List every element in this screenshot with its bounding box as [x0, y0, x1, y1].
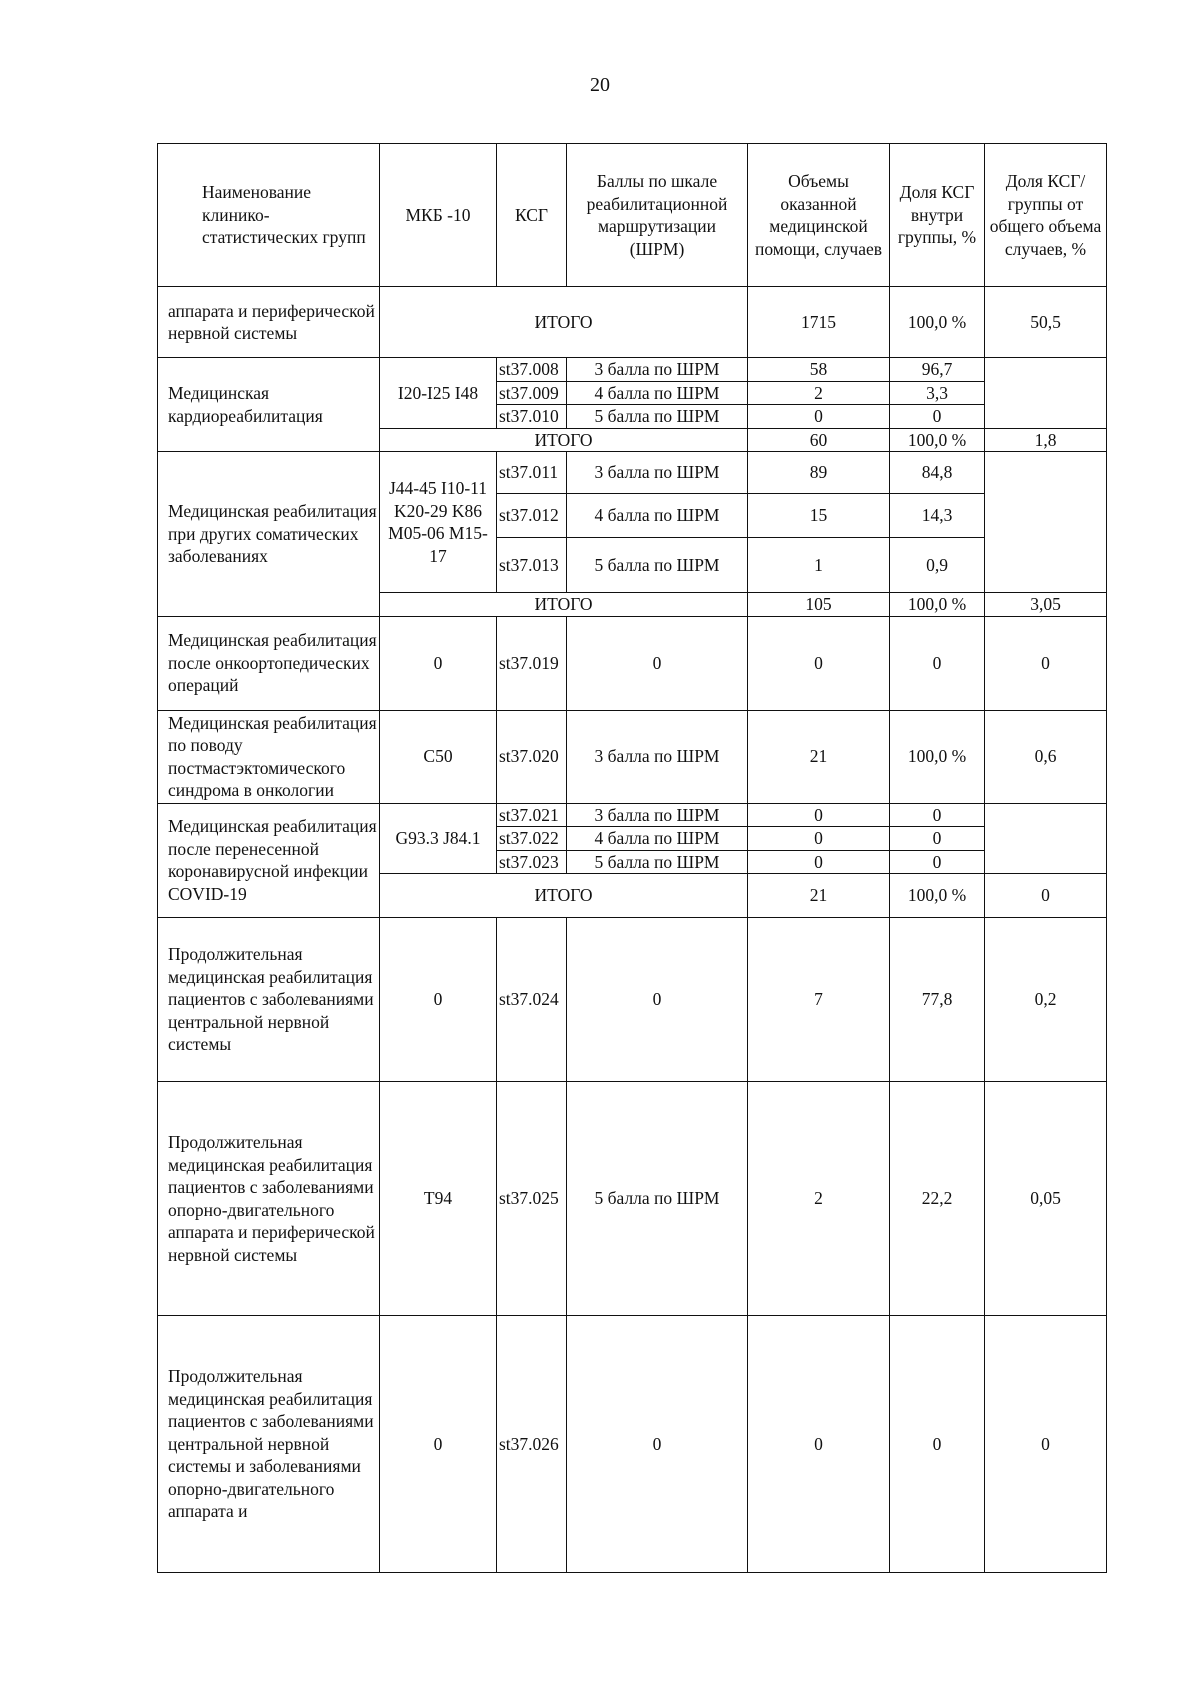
share-in-cell: 0	[890, 850, 985, 874]
share-in-cell: 0	[890, 827, 985, 851]
rehab-volume-table	[157, 143, 1107, 1573]
table-row	[158, 918, 1107, 1082]
ksg-cell: st37.025	[497, 1082, 567, 1316]
balls-cell: 5 балла по ШРМ	[567, 850, 748, 874]
volume-cell: 0	[748, 850, 890, 874]
share-in-cell: 96,7	[890, 358, 985, 382]
ksg-cell: st37.026	[497, 1316, 567, 1573]
group-name: Медицинская реабилитация при других соматических заболеваниях	[158, 452, 380, 617]
share-in-cell: 0,9	[890, 538, 985, 593]
balls-cell: 5 балла по ШРМ	[567, 538, 748, 593]
ksg-cell: st37.012	[497, 494, 567, 538]
volume-cell: 2	[748, 1082, 890, 1316]
share-total-cell: 0,2	[985, 918, 1107, 1082]
header-mkb: МКБ -10	[380, 144, 497, 287]
balls-cell: 0	[567, 918, 748, 1082]
volume-cell: 89	[748, 452, 890, 494]
share-in-cell: 0	[890, 405, 985, 429]
balls-cell: 4 балла по ШРМ	[567, 381, 748, 405]
share-total-cell: 0,05	[985, 1082, 1107, 1316]
volume-cell: 0	[748, 616, 890, 710]
mkb-cell: 0	[380, 918, 497, 1082]
header-share-total: Доля КСГ/ группы от общего объема случаев, %	[985, 144, 1107, 287]
header-name: Наименование клинико-статистических групп	[158, 144, 380, 287]
ksg-cell: st37.023	[497, 850, 567, 874]
share-in-cell: 100,0 %	[890, 428, 985, 452]
share-total-cell: 0,6	[985, 710, 1107, 803]
share-total-cell: 0	[985, 616, 1107, 710]
share-in-cell: 100,0 %	[890, 593, 985, 617]
volume-cell: 60	[748, 428, 890, 452]
table-row	[158, 1316, 1107, 1573]
table-row	[158, 616, 1107, 710]
table-row	[158, 803, 1107, 827]
balls-cell: 3 балла по ШРМ	[567, 710, 748, 803]
volume-cell: 1715	[748, 287, 890, 358]
ksg-cell: st37.021	[497, 803, 567, 827]
ksg-cell: st37.009	[497, 381, 567, 405]
page-number: 20	[590, 74, 610, 96]
ksg-cell: st37.013	[497, 538, 567, 593]
itogo-label: ИТОГО	[380, 874, 748, 918]
group-name: Медицинская реабилитация по поводу постмастэктомического синдрома в онкологии	[158, 710, 380, 803]
balls-cell: 3 балла по ШРМ	[567, 452, 748, 494]
empty-cell	[985, 358, 1107, 429]
ksg-cell: st37.010	[497, 405, 567, 429]
share-in-cell: 3,3	[890, 381, 985, 405]
balls-cell: 5 балла по ШРМ	[567, 1082, 748, 1316]
mkb-cell: C50	[380, 710, 497, 803]
mkb-cell: G93.3 J84.1	[380, 803, 497, 874]
header-share-in: Доля КСГ внутри группы, %	[890, 144, 985, 287]
share-total-cell: 0	[985, 874, 1107, 918]
share-in-cell: 0	[890, 1316, 985, 1573]
itogo-label: ИТОГО	[380, 593, 748, 617]
mkb-cell: I20-I25 I48	[380, 358, 497, 429]
balls-cell: 3 балла по ШРМ	[567, 803, 748, 827]
empty-cell	[985, 452, 1107, 593]
volume-cell: 0	[748, 827, 890, 851]
table-row	[158, 287, 1107, 358]
share-total-cell: 3,05	[985, 593, 1107, 617]
header-balls: Баллы по шкале реабилитационной маршрутизации (ШРМ)	[567, 144, 748, 287]
group-name: Медицинская кардиореабилитация	[158, 358, 380, 452]
group-name: Медицинская реабилитация после перенесенной коронавирусной инфекции COVID-19	[158, 803, 380, 918]
share-total-cell: 1,8	[985, 428, 1107, 452]
ksg-cell: st37.022	[497, 827, 567, 851]
volume-cell: 2	[748, 381, 890, 405]
header-row	[158, 144, 1107, 287]
volume-cell: 0	[748, 405, 890, 429]
volume-cell: 0	[748, 1316, 890, 1573]
itogo-label: ИТОГО	[380, 287, 748, 358]
itogo-label: ИТОГО	[380, 428, 748, 452]
balls-cell: 4 балла по ШРМ	[567, 494, 748, 538]
ksg-cell: st37.019	[497, 616, 567, 710]
share-in-cell: 14,3	[890, 494, 985, 538]
group-name: аппарата и периферической нервной системы	[158, 287, 380, 358]
mkb-cell: J44-45 I10-11 K20-29 K86 M05-06 M15-17	[380, 452, 497, 593]
group-name: Продолжительная медицинская реабилитация пациентов с заболеваниями опорно-двигательного аппарата и периферической нервной системы	[158, 1082, 380, 1316]
share-in-cell: 100,0 %	[890, 874, 985, 918]
ksg-cell: st37.008	[497, 358, 567, 382]
ksg-cell: st37.024	[497, 918, 567, 1082]
table-row	[158, 710, 1107, 803]
share-in-cell: 77,8	[890, 918, 985, 1082]
share-in-cell: 0	[890, 616, 985, 710]
share-in-cell: 100,0 %	[890, 710, 985, 803]
table-row	[158, 452, 1107, 494]
header-volume: Объемы оказанной медицинской помощи, случаев	[748, 144, 890, 287]
volume-cell: 15	[748, 494, 890, 538]
balls-cell: 5 балла по ШРМ	[567, 405, 748, 429]
share-in-cell: 100,0 %	[890, 287, 985, 358]
table-row	[158, 358, 1107, 382]
ksg-cell: st37.020	[497, 710, 567, 803]
group-name: Продолжительная медицинская реабилитация пациентов с заболеваниями центральной нервной системы и заболеваниями опорно-двигательного аппарата и	[158, 1316, 380, 1573]
share-total-cell: 50,5	[985, 287, 1107, 358]
header-ksg: КСГ	[497, 144, 567, 287]
share-in-cell: 22,2	[890, 1082, 985, 1316]
volume-cell: 21	[748, 874, 890, 918]
table-row	[158, 1082, 1107, 1316]
balls-cell: 0	[567, 616, 748, 710]
share-total-cell: 0	[985, 1316, 1107, 1573]
volume-cell: 0	[748, 803, 890, 827]
group-name: Продолжительная медицинская реабилитация пациентов с заболеваниями центральной нервной системы	[158, 918, 380, 1082]
mkb-cell: 0	[380, 616, 497, 710]
mkb-cell: T94	[380, 1082, 497, 1316]
balls-cell: 3 балла по ШРМ	[567, 358, 748, 382]
mkb-cell: 0	[380, 1316, 497, 1573]
volume-cell: 105	[748, 593, 890, 617]
volume-cell: 21	[748, 710, 890, 803]
volume-cell: 7	[748, 918, 890, 1082]
share-in-cell: 84,8	[890, 452, 985, 494]
volume-cell: 1	[748, 538, 890, 593]
group-name: Медицинская реабилитация после онкоортопедических операций	[158, 616, 380, 710]
share-in-cell: 0	[890, 803, 985, 827]
empty-cell	[985, 803, 1107, 874]
ksg-cell: st37.011	[497, 452, 567, 494]
volume-cell: 58	[748, 358, 890, 382]
balls-cell: 0	[567, 1316, 748, 1573]
balls-cell: 4 балла по ШРМ	[567, 827, 748, 851]
